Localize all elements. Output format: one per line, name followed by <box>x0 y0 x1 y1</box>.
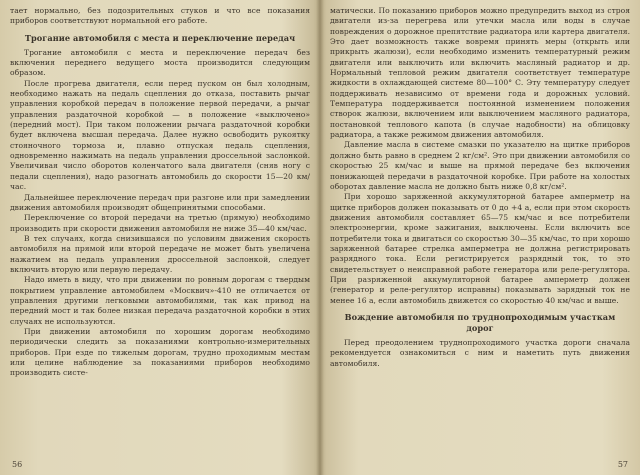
paragraph: Перед преодолением труднопроходимого участка дороги сначала рекомендуется ознакомиться с ним и наметить путь движения автомобиля. <box>330 337 630 368</box>
right-page <box>330 6 630 468</box>
page-number-right: 57 <box>617 460 628 469</box>
section-heading: Трогание автомобиля с места и переключение передач <box>24 32 296 43</box>
page-number-left: 56 <box>12 460 23 469</box>
paragraph: В тех случаях, когда снизившаяся по условиям движения скорость автомобиля на прямой или второй передаче не может быть увеличена нажатием на педаль управления дроссельной заслонкой, следует включить вторую или первую передачу. <box>10 233 310 274</box>
paragraph: Переключение со второй передачи на третью (прямую) необходимо производить при скорости движения автомобиля не ниже 35—40 км/час. <box>10 213 310 233</box>
paragraph: После прогрева двигателя, если перед пуском он был холодным, необходимо нажать на педаль сцепления до отказа, поставить рычаг управления коробкой передач в положение первой передачи, а рычаг управления раздаточной коробкой — в положение «выключено» (передний мост). При таком положении рычага раздаточной коробки будет включена высшая передача. Далее нужно освободить рукоятку стояночного тормоза и, плавно отпуская педаль сцепления, одновременно нажимать на педаль управления дроссельной заслонкой. Увеличивая число оборотов коленчатого вала двигателя (сняв ногу с педали сцепления), надо разогнать автомобиль до скорости 15—20 км/час. <box>10 78 310 192</box>
left-page <box>10 6 310 468</box>
paragraph: матически. По показанию приборов можно предупредить выход из строя двигателя из-за перегрева или утечки масла или воды в случае повреждения о дорожное препятствие радиатора или картера двигателя. Это дает возможность также вовремя принять меры (открыть или прикрыть жалюзи), если необходимо изменить температурный режим двигателя или выключить или включить масляный радиатор и др. Нормальный тепловой режим двигателя соответствует температуре жидкости в охлаждающей системе 80—100° С. Эту температуру следует поддерживать независимо от времени года и дорожных условий. Температура поддерживается постоянной изменением положения створок жалюзи, включением или выключением масляного радиатора, постановкой теплового капота (в случае надобности) на облицовку радиатора, а также режимом движения автомобиля. <box>330 6 630 140</box>
paragraph: тает нормально, без подозрительных стуков и что все показания приборов соответствуют нормальной его работе. <box>10 6 310 26</box>
book-spine <box>316 0 324 475</box>
paragraph: При хорошо заряженной аккумуляторной батарее амперметр на щитке приборов должен показывать от 0 до +4 а, если при этом скорость движения автомобиля составляет 65—75 км/час и все потребители электроэнергии, кроме зажигания, выключены. Если включить все потребители тока и двигаться со скоростью 30—35 км/час, то при хорошо заряженной батарее стрелка амперметра не должна регистрировать разрядного тока. Если регистрируется разрядный ток, то это свидетельствует о неисправной работе генератора или реле-регулятора. При разряженной аккумуляторной батарее амперметр должен (генератор и реле-регулятор исправны) показывать зарядный ток не менее 16 а, если автомобиль движется со скоростью 40 км/час и выше. <box>330 192 630 305</box>
section-heading: Вождение автомобиля по труднопроходимым участкам дорог <box>344 311 616 333</box>
paragraph: Дальнейшее переключение передач при разгоне или при замедлении движения автомобиля производят общепринятыми способами. <box>10 192 310 212</box>
paragraph: Давление масла в системе смазки по указателю на щитке приборов должно быть равно в среднем 2 кг/см². Это при движении автомобиля со скоростью 25 км/час и выше на прямой передаче без включения понижающей передачи в раздаточной коробке. При работе на холостых оборотах давление масла не должно быть ниже 0,8 кг/см². <box>330 140 630 191</box>
paragraph: Надо иметь в виду, что при движении по ровным дорогам с твердым покрытием управление автомобилем «Москвич»-410 не отличается от управления другими легковыми автомобилями, так как привод на передний мост и так более низкая передача раздаточной коробки в этих случаях не используются. <box>10 275 310 326</box>
paragraph: Трогание автомобиля с места и переключение передач без включения переднего ведущего моста производится следующим образом. <box>10 47 310 78</box>
paragraph: При движении автомобиля по хорошим дорогам необходимо периодически следить за показаниями контрольно-измерительных приборов. При езде по тяжелым дорогам, трудно проходимым местам или целине наблюдение за показаниями приборов необходимо производить систе- <box>10 326 310 378</box>
